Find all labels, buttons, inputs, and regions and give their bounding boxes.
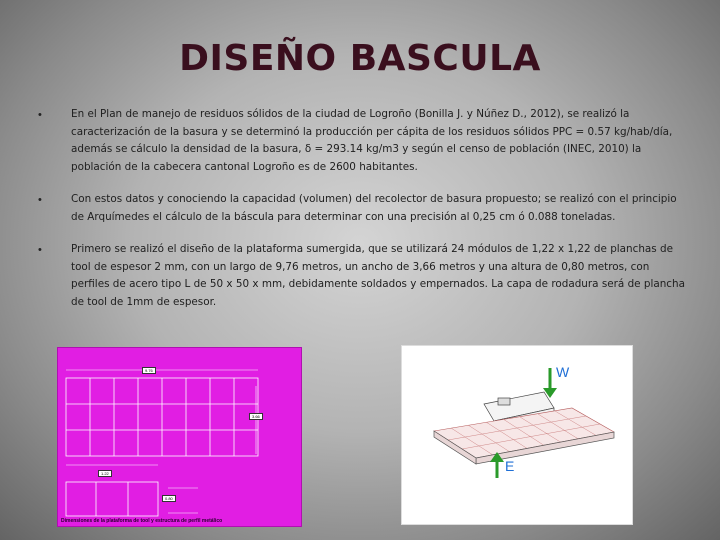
plan-caption: Dimensiones de la plataforma de tool y estructura de perfil metálico [61,518,223,524]
bullet-text: En el Plan de manejo de residuos sólidos de la ciudad de Logroño (Bonilla J. y Núñez D., 2012), se realizó la caracterización de la basura y se determinó la producción per cápita de los residuos sólidos PPC = 0.57 kg/hab/día, además se cálculo la densidad de la basura, δ = 293.14 kg/m3 y según el censo de población (INEC, 2010) la población de la cabecera cantonal Logroño es de 2600 habitantes. [71,108,673,173]
dim-tag-height: 0.80 [162,495,176,502]
buoyancy-label: E [505,458,515,474]
weight-label: W [556,364,570,380]
bullet-item [38,241,686,311]
bullet-item [38,106,686,176]
bullet-marker: • [38,109,42,121]
plan-grid-svg [58,348,301,526]
bullet-text: Primero se realizó el diseño de la plataforma sumergida, que se utilizará 24 módulos de 1,22 x 1,22 de planchas de tool de espesor 2 mm, con un largo de 9,76 metros, un ancho de 3,66 metros y una altura de 0,80 metros, con perfiles de acero tipo L de 50 x 50 x mm, debidamente soldados y empernados. La capa de rodadura será de plancha de tool de 1mm de espesor. [71,243,685,308]
platform-plan-drawing [57,347,302,527]
platform-svg [402,346,632,524]
bullet-list [38,106,686,326]
slide-title: DISEÑO BASCULA [179,38,541,79]
dim-tag-length: 9.76 [142,367,156,374]
dim-tag-width: 3.66 [249,413,263,420]
bullet-item [38,191,686,226]
bullet-text: Con estos datos y conociendo la capacidad (volumen) del recolector de basura propuesto; se realizó con el principio de Arquímedes el cálculo de la báscula para determinar con una precisión al 0,25 cm ó 0.088 toneladas. [71,193,677,223]
bullet-marker: • [38,244,42,256]
bullet-marker: • [38,194,42,206]
dim-tag-module: 1.22 [98,470,112,477]
platform-force-drawing [401,345,633,525]
